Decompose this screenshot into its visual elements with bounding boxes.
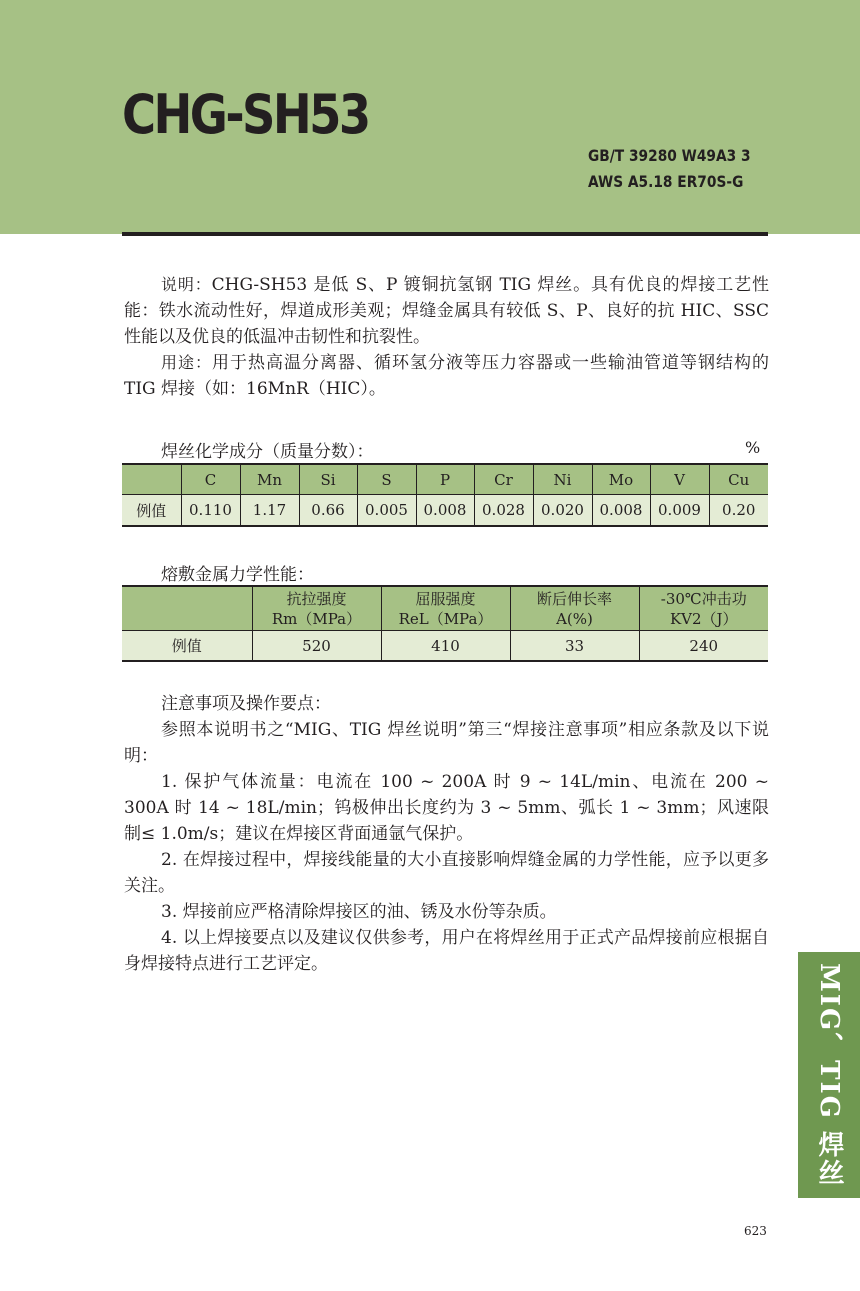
chemical-header-cell: Si [299,464,357,495]
chemical-header-cell: Mo [592,464,650,495]
chemical-header-cell: S [357,464,416,495]
chemical-value-cell: 0.110 [181,495,240,527]
chemical-value-cell: 0.008 [592,495,650,527]
chemical-header-cell: V [650,464,709,495]
standard-aws: AWS A5.18 ER70S-G [588,172,744,191]
chemical-value-cell: 0.009 [650,495,709,527]
header-line-1: 抗拉强度 [286,589,347,608]
chemical-header-cell: C [181,464,240,495]
description-text: CHG-SH53 是低 S、P 镀铜抗氢钢 TIG 焊丝。具有优良的焊接工艺性能：铁水流动性好，焊道成形美观；焊缝金属具有较低 S、P、良好的抗 HIC、SSC 性能以及优良的低温冲击韧性和抗裂性。 [124,275,769,347]
mechanical-value-row [122,631,768,662]
mechanical-row-label: 例值 [122,631,252,662]
chemical-value-row [122,495,768,527]
mechanical-value-cell: 240 [639,631,768,662]
notes-item: 1. 保护气体流量：电流在 100 ~ 200A 时 9 ~ 14L/min、电流在 200 ~ 300A 时 14 ~ 18L/min；钨极伸出长度约为 3 ~ 5mm、弧长 1 ~ 3mm；风速限制≤ 1.0m/s；建议在焊接区背面通氩气保护。 [124,772,769,844]
chemical-value-cell: 1.17 [240,495,299,527]
notes-title: 注意事项及操作要点： [161,694,331,714]
chemical-value-cell: 0.008 [416,495,474,527]
mechanical-value-cell: 410 [381,631,510,662]
chemical-section-title: 焊丝化学成分（质量分数）： [161,442,374,462]
mechanical-properties-table [122,585,768,662]
chemical-header-cell: Ni [533,464,592,495]
chemical-header-row [122,464,768,495]
mechanical-header-cell [381,586,510,631]
chemical-header-cell: Cr [474,464,533,495]
chemical-corner-cell [122,464,181,495]
chemical-value-cell: 0.005 [357,495,416,527]
notes-block [124,691,769,977]
header-line-2: A(%) [556,609,593,628]
header-line-2: KV2（J） [669,609,738,628]
mechanical-header-cell [639,586,768,631]
mechanical-header-cell [510,586,639,631]
mechanical-corner-cell [122,586,252,631]
chemical-header-cell: Mn [240,464,299,495]
chemical-value-cell: 0.66 [299,495,357,527]
notes-intro: 参照本说明书之“MIG、TIG 焊丝说明”第三“焊接注意事项”相应条款及以下说明： [124,720,769,766]
mechanical-section-title: 熔敷金属力学性能： [161,565,314,585]
usage-paragraph [124,350,769,402]
usage-text: 用于热高温分离器、循环氢分液等压力容器或一些输油管道等钢结构的 TIG 焊接（如：16MnR（HIC）。 [124,353,769,399]
mechanical-value-cell: 33 [510,631,639,662]
standards-block [588,143,751,195]
description-block [124,272,769,402]
header-divider [122,232,768,236]
description-paragraph [124,272,769,350]
standard-gb: GB/T 39280 W49A3 3 [588,146,751,165]
chemical-row-label: 例值 [122,495,181,527]
mechanical-header-cell [252,586,381,631]
side-tab-label: MIG、TIG 焊丝 [814,963,844,1187]
mechanical-value-cell: 520 [252,631,381,662]
header-line-2: ReL（MPa） [398,609,493,628]
page-number: 623 [744,1224,767,1238]
header-line-1: 断后伸长率 [536,589,612,608]
notes-item: 2. 在焊接过程中，焊接线能量的大小直接影响焊缝金属的力学性能，应予以更多关注。 [124,850,769,896]
usage-label: 用途： [161,353,212,372]
chemical-header-cell: P [416,464,474,495]
product-title: CHG-SH53 [122,83,369,146]
chemical-composition-table [122,463,768,527]
notes-item: 3. 焊接前应严格清除焊接区的油、锈及水份等杂质。 [161,902,557,922]
chemical-header-cell: Cu [709,464,768,495]
chemical-value-cell: 0.20 [709,495,768,527]
chemical-value-cell: 0.020 [533,495,592,527]
mechanical-header-row [122,586,768,631]
description-label: 说明： [161,275,212,294]
chemical-unit: % [745,438,761,457]
chemical-value-cell: 0.028 [474,495,533,527]
section-side-tab [798,952,860,1198]
header-line-1: -30℃冲击功 [660,589,747,608]
notes-item: 4. 以上焊接要点以及建议仅供参考，用户在将焊丝用于正式产品焊接前应根据自身焊接特点进行工艺评定。 [124,928,769,974]
header-line-2: Rm（MPa） [271,609,362,628]
header-line-1: 屈服强度 [415,589,476,608]
